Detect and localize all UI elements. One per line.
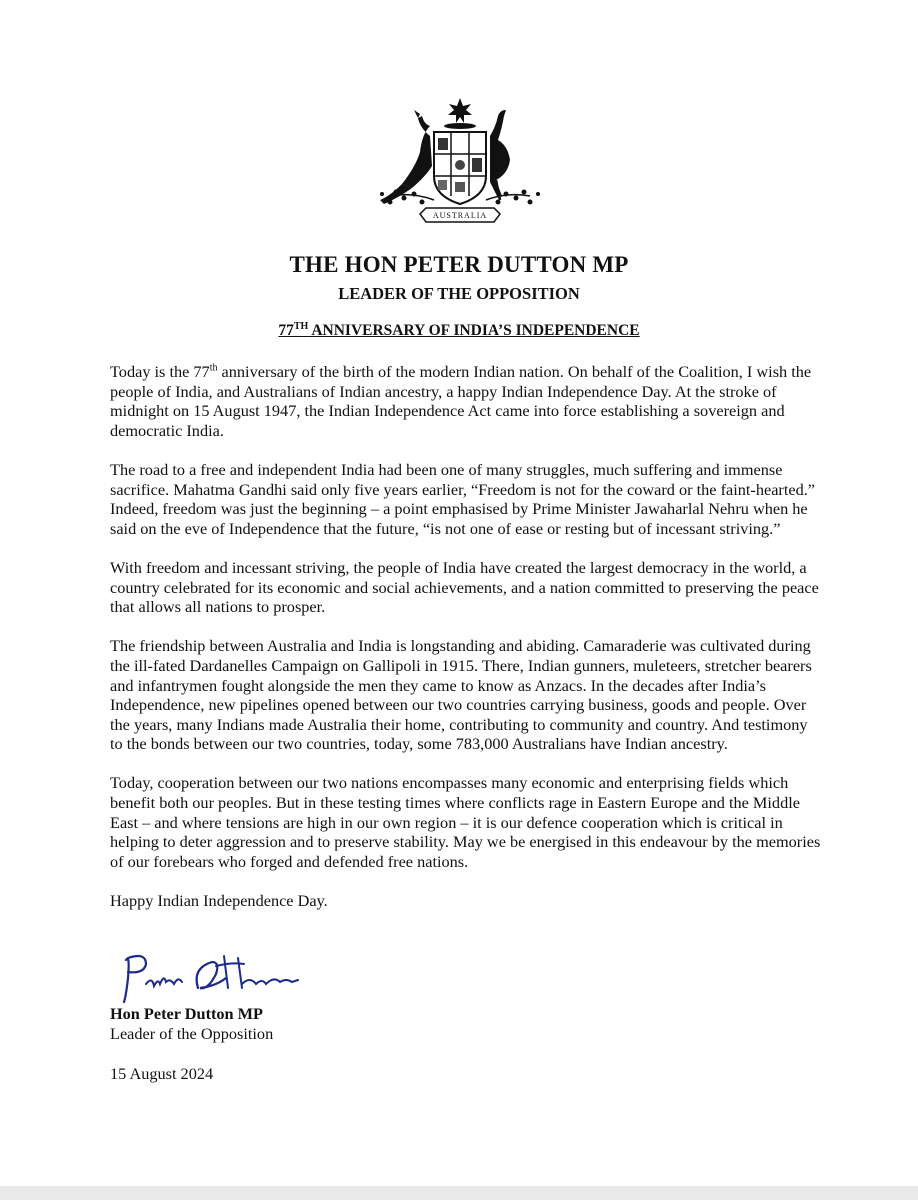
paragraph-3: With freedom and incessant striving, the people of India have created the largest democracy in the world, a country celebrated for its economic and social achievements, and a nation committed to preserving the peace that allows all nations to prosper.	[110, 557, 819, 617]
handwritten-signature	[116, 948, 306, 1006]
signatory-role: Leader of the Opposition	[110, 1024, 274, 1043]
paragraph-1: Today is the 77th anniversary of the birth of the modern Indian nation. On behalf of the Coalition, I wish the people of India, and Australians of Indian ancestry, a happy Indian Independence Day. At the stroke of midnight on 15 August 1947, the Indian Independence Act came into force establishing a sovereign and democratic India.	[110, 362, 812, 440]
statement-subject-heading	[0, 322, 918, 340]
subject-text: ANNIVERSARY OF INDIA’S INDEPENDENCE	[308, 322, 640, 339]
author-role-heading: LEADER OF THE OPPOSITION	[338, 284, 580, 303]
subject-number: 77	[278, 322, 294, 339]
coat-of-arms-emblem	[372, 96, 548, 228]
author-name-heading: THE HON PETER DUTTON MP	[289, 252, 629, 277]
paragraph-5: Today, cooperation between our two nations encompasses many economic and enterprising fields which benefit both our peoples. But in these testing times where conflicts rage in Eastern Europe and the Middle East – and where tensions are high in our own region – it is our defence cooperation which is critical in helping to deter aggression and to preserve stability. May we be energised in this endeavour by the memories of our forebears who forged and defended free nations.	[110, 773, 821, 871]
statement-body	[110, 362, 822, 930]
paragraph-4: The friendship between Australia and India is longstanding and abiding. Camaraderie was cultivated during the ill-fated Dardanelles Campaign on Gallipoli in 1915. There, Indian gunners, muleteers, stretcher bearers and infantrymen fought alongside the men they came to know as Anzacs. In the decades after India’s Independence, new pipelines opened between our two countries carrying business, goods and people. Over the years, many Indians made Australia their home, contributing to community and country. And testimony to the bonds between our two countries, today, some 783,000 Australians have Indian ancestry.	[110, 636, 812, 754]
subject-ordinal-suffix: TH	[293, 320, 309, 332]
statement-date: 15 August 2024	[110, 1064, 214, 1083]
signatory-name: Hon Peter Dutton MP	[110, 1004, 263, 1023]
paragraph-6: Happy Indian Independence Day.	[110, 891, 328, 911]
crest-scroll-label: AUSTRALIA	[432, 211, 488, 220]
paragraph-2: The road to a free and independent India had been one of many struggles, much suffering and immense sacrifice. Mahatma Gandhi said only five years earlier, “Freedom is not for the coward or the faint-hearted.” Indeed, freedom was just the beginning – a point emphasised by Prime Minister Jawaharlal Nehru when he said on the eve of Independence that the future, “is not one of ease or resting but of incessant striving.”	[110, 459, 816, 538]
bottom-edge-strip	[0, 1186, 918, 1200]
